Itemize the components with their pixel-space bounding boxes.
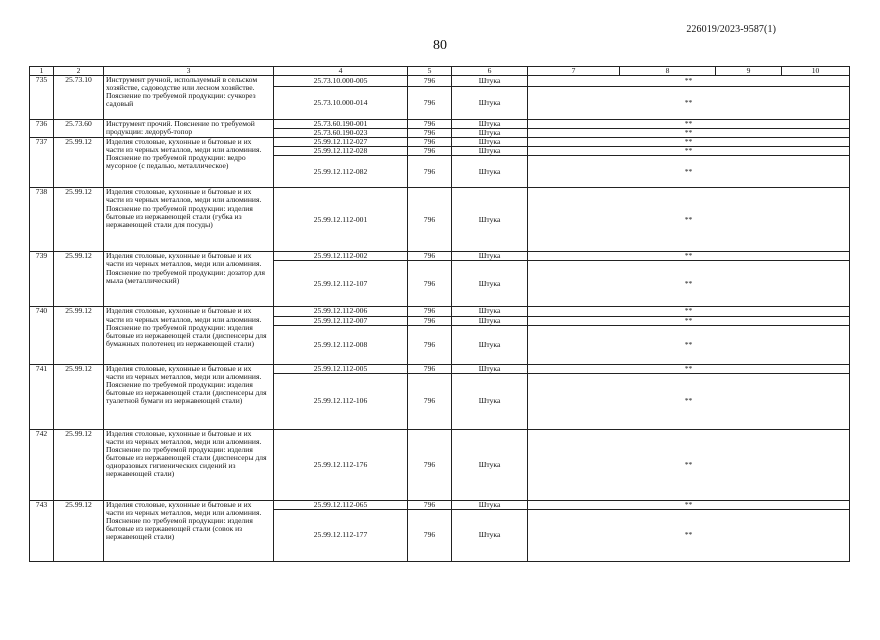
- cell-ktru-code: 25.73.10.000-014: [274, 87, 408, 120]
- cell-unit-code: 796: [408, 429, 452, 500]
- cell-ktru-code: 25.99.12.112-176: [274, 429, 408, 500]
- cell-unit-code: 796: [408, 316, 452, 325]
- cell-ktru-code: 25.99.12.112-001: [274, 188, 408, 252]
- cell-unit-code: 796: [408, 364, 452, 373]
- cell-item-name: Изделия столовые, кухонные и бытовые и их части из черных металлов, меди или алюминия. Пояснение по требуемой продукции: изделия бытовые из нержавеющей стали (диспенсеры для одноразовых гигиенических сидений из нержавеющей стали): [104, 429, 274, 500]
- cell-unit-name: Штука: [452, 252, 528, 261]
- table-row: [30, 500, 850, 509]
- table-row: [30, 252, 850, 261]
- cell-okpd-code: 25.73.10: [54, 76, 104, 120]
- column-header: 8: [620, 67, 716, 76]
- cell-item-number: 735: [30, 76, 54, 120]
- cell-ktru-code: 25.99.12.112-106: [274, 373, 408, 429]
- cell-unit-code: 796: [408, 325, 452, 364]
- cell-item-number: 736: [30, 120, 54, 138]
- cell-unit-code: 796: [408, 129, 452, 138]
- cell-unit-code: 796: [408, 147, 452, 156]
- page-number: 80: [433, 38, 447, 53]
- cell-requirement-mark: **: [528, 500, 850, 509]
- cell-unit-code: 796: [408, 120, 452, 129]
- column-header: 6: [452, 67, 528, 76]
- cell-item-name: Изделия столовые, кухонные и бытовые и их части из черных металлов, меди или алюминия. Пояснение по требуемой продукции: дозатор для мыла (металлический): [104, 252, 274, 307]
- cell-ktru-code: 25.99.12.112-065: [274, 500, 408, 509]
- cell-item-number: 737: [30, 138, 54, 188]
- cell-item-number: 740: [30, 307, 54, 364]
- cell-unit-name: Штука: [452, 76, 528, 87]
- column-header: 3: [104, 67, 274, 76]
- cell-requirement-mark: **: [528, 325, 850, 364]
- cell-unit-code: 796: [408, 252, 452, 261]
- cell-unit-code: 796: [408, 156, 452, 188]
- cell-requirement-mark: **: [528, 76, 850, 87]
- cell-item-name: Изделия столовые, кухонные и бытовые и их части из черных металлов, меди или алюминия. Пояснение по требуемой продукции: изделия бытовые из нержавеющей стали (диспенсеры для туалетной бумаги из нержавеющей стали): [104, 364, 274, 429]
- cell-item-name: Инструмент прочий. Пояснение по требуемой продукции: ледоруб-топор: [104, 120, 274, 138]
- cell-unit-name: Штука: [452, 429, 528, 500]
- table-row: [30, 364, 850, 373]
- cell-unit-name: Штука: [452, 500, 528, 509]
- cell-okpd-code: 25.99.12: [54, 307, 104, 364]
- cell-okpd-code: 25.99.12: [54, 500, 104, 561]
- cell-unit-name: Штука: [452, 307, 528, 316]
- cell-unit-code: 796: [408, 138, 452, 147]
- cell-okpd-code: 25.99.12: [54, 364, 104, 429]
- register-table: [29, 66, 850, 562]
- cell-unit-code: 796: [408, 76, 452, 87]
- cell-requirement-mark: **: [528, 364, 850, 373]
- cell-unit-name: Штука: [452, 373, 528, 429]
- cell-unit-code: 796: [408, 373, 452, 429]
- table-header-row: [30, 67, 850, 76]
- cell-unit-code: 796: [408, 509, 452, 561]
- cell-ktru-code: 25.99.12.112-007: [274, 316, 408, 325]
- cell-requirement-mark: **: [528, 373, 850, 429]
- cell-item-name: Изделия столовые, кухонные и бытовые и их части из черных металлов, меди или алюминия. Пояснение по требуемой продукции: ведро мусорное (с педалью, металлическое): [104, 138, 274, 188]
- column-header: 4: [274, 67, 408, 76]
- cell-requirement-mark: **: [528, 156, 850, 188]
- cell-requirement-mark: **: [528, 307, 850, 316]
- cell-unit-name: Штука: [452, 364, 528, 373]
- cell-ktru-code: 25.99.12.112-177: [274, 509, 408, 561]
- table-body: [30, 76, 850, 562]
- cell-ktru-code: 25.73.10.000-005: [274, 76, 408, 87]
- cell-requirement-mark: **: [528, 509, 850, 561]
- cell-requirement-mark: **: [528, 429, 850, 500]
- cell-item-number: 743: [30, 500, 54, 561]
- cell-unit-name: Штука: [452, 138, 528, 147]
- cell-unit-name: Штука: [452, 188, 528, 252]
- cell-ktru-code: 25.99.12.112-005: [274, 364, 408, 373]
- cell-okpd-code: 25.99.12: [54, 138, 104, 188]
- table-row: [30, 429, 850, 500]
- cell-item-number: 738: [30, 188, 54, 252]
- cell-item-number: 741: [30, 364, 54, 429]
- cell-unit-name: Штука: [452, 156, 528, 188]
- cell-unit-name: Штука: [452, 147, 528, 156]
- cell-okpd-code: 25.73.60: [54, 120, 104, 138]
- column-header: 1: [30, 67, 54, 76]
- table-row: [30, 76, 850, 87]
- cell-item-name: Инструмент ручной, используемый в сельском хозяйстве, садоводстве или лесном хозяйстве. Пояснение по требуемой продукции: сучкорез садовый: [104, 76, 274, 120]
- cell-unit-name: Штука: [452, 120, 528, 129]
- cell-requirement-mark: **: [528, 87, 850, 120]
- cell-ktru-code: 25.73.60.190-023: [274, 129, 408, 138]
- cell-ktru-code: 25.99.12.112-002: [274, 252, 408, 261]
- cell-ktru-code: 25.99.12.112-028: [274, 147, 408, 156]
- column-header: 9: [716, 67, 782, 76]
- column-header: 7: [528, 67, 620, 76]
- cell-requirement-mark: **: [528, 129, 850, 138]
- cell-okpd-code: 25.99.12: [54, 252, 104, 307]
- cell-okpd-code: 25.99.12: [54, 188, 104, 252]
- cell-requirement-mark: **: [528, 147, 850, 156]
- cell-unit-name: Штука: [452, 509, 528, 561]
- cell-unit-code: 796: [408, 261, 452, 307]
- cell-requirement-mark: **: [528, 138, 850, 147]
- cell-ktru-code: 25.73.60.190-001: [274, 120, 408, 129]
- cell-item-number: 742: [30, 429, 54, 500]
- cell-item-name: Изделия столовые, кухонные и бытовые и их части из черных металлов, меди или алюминия. Пояснение по требуемой продукции: изделия бытовые из нержавеющей стали (губка из нержавеющей стали для посуды): [104, 188, 274, 252]
- table-row: [30, 120, 850, 129]
- cell-unit-code: 796: [408, 500, 452, 509]
- table-row: [30, 307, 850, 316]
- cell-ktru-code: 25.99.12.112-008: [274, 325, 408, 364]
- cell-unit-name: Штука: [452, 316, 528, 325]
- table-row: [30, 188, 850, 252]
- cell-unit-name: Штука: [452, 129, 528, 138]
- cell-item-number: 739: [30, 252, 54, 307]
- column-header: 5: [408, 67, 452, 76]
- cell-ktru-code: 25.99.12.112-107: [274, 261, 408, 307]
- cell-requirement-mark: **: [528, 120, 850, 129]
- cell-unit-name: Штука: [452, 325, 528, 364]
- document-id: 226019/2023-9587(1): [686, 24, 776, 35]
- cell-unit-code: 796: [408, 87, 452, 120]
- cell-requirement-mark: **: [528, 188, 850, 252]
- column-header: 10: [782, 67, 850, 76]
- cell-unit-name: Штука: [452, 261, 528, 307]
- cell-unit-code: 796: [408, 188, 452, 252]
- column-header: 2: [54, 67, 104, 76]
- cell-item-name: Изделия столовые, кухонные и бытовые и их части из черных металлов, меди или алюминия. Пояснение по требуемой продукции: изделия бытовые из нержавеющей стали (диспенсеры для бумажных полотенец из нержавеющей стали): [104, 307, 274, 364]
- cell-ktru-code: 25.99.12.112-082: [274, 156, 408, 188]
- cell-item-name: Изделия столовые, кухонные и бытовые и их части из черных металлов, меди или алюминия. Пояснение по требуемой продукции: изделия бытовые из нержавеющей стали (совок из нержавеющей стали): [104, 500, 274, 561]
- cell-ktru-code: 25.99.12.112-027: [274, 138, 408, 147]
- cell-requirement-mark: **: [528, 252, 850, 261]
- cell-requirement-mark: **: [528, 316, 850, 325]
- cell-okpd-code: 25.99.12: [54, 429, 104, 500]
- cell-ktru-code: 25.99.12.112-006: [274, 307, 408, 316]
- cell-unit-name: Штука: [452, 87, 528, 120]
- table-row: [30, 138, 850, 147]
- cell-unit-code: 796: [408, 307, 452, 316]
- cell-requirement-mark: **: [528, 261, 850, 307]
